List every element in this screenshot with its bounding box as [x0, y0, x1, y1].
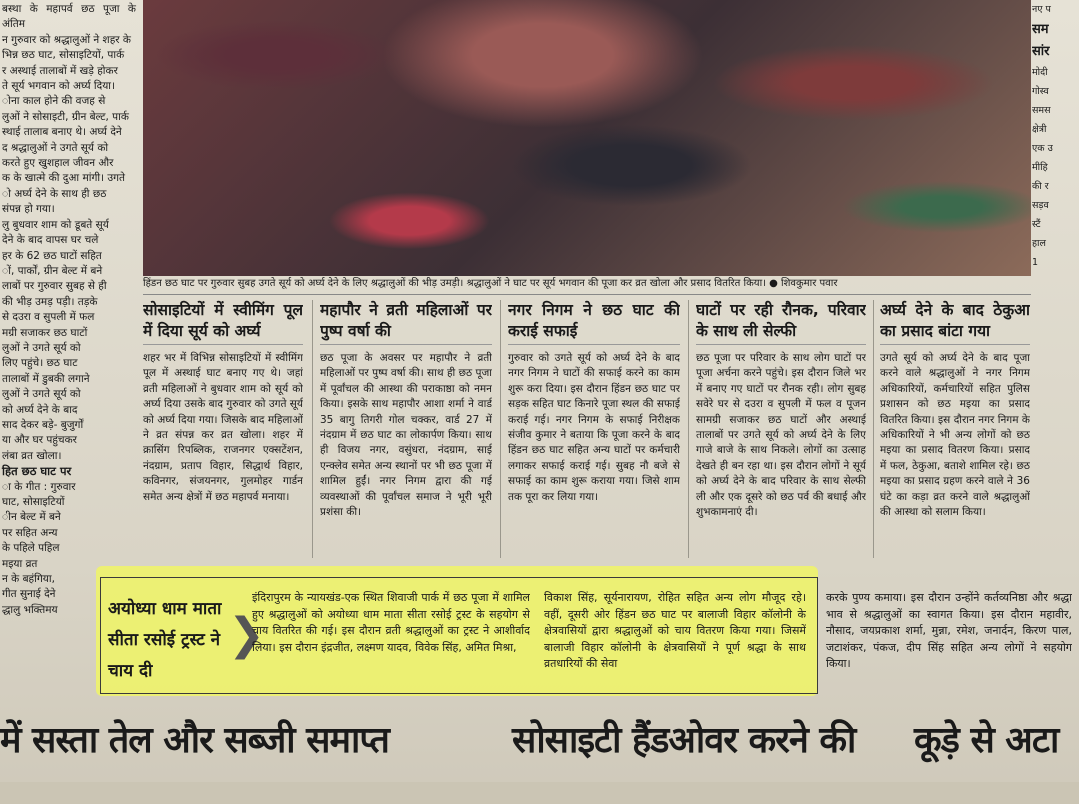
- news-photo: [143, 0, 1031, 276]
- headline-1: में सस्ता तेल और सब्जी समाप्त: [0, 720, 389, 761]
- text-line: लुओं ने उगते सूर्य को: [2, 341, 81, 354]
- text-line: स्थाई तालाब बनाए थे। अर्घ्य देने: [2, 126, 122, 139]
- text-line: ीन बेल्ट में बने: [2, 511, 61, 524]
- text-line: र अस्थाई तालाबों में खड़े होकर: [2, 64, 118, 77]
- text-line: लिए पहुंचे। छठ घाट: [2, 357, 78, 370]
- text-line: सम: [1032, 22, 1049, 37]
- text-line: हाल: [1032, 238, 1046, 249]
- text-line: की र: [1032, 181, 1049, 192]
- text-line: गीत सुनाई देने: [2, 588, 56, 601]
- text-line: भिन्न छठ घाट, सोसाइटियों, पार्क: [2, 49, 125, 62]
- text-line: 1: [1032, 257, 1039, 268]
- article-3-title: नगर निगम ने छठ घाट की कराई सफाई: [508, 300, 680, 345]
- text-line: से दउरा व सुपली में फल: [2, 311, 95, 324]
- text-line: हर के 62 छठ घाटों सहित: [2, 249, 102, 262]
- text-line: मोदी: [1032, 67, 1048, 78]
- boxed-story-col-3: करके पुण्य कमाया। इस दौरान उन्होंने कर्तव्यनिष्ठा और श्रद्धा भाव से श्रद्धालुओं का स्वागत किया। इस दौरान महावीर, नौसाद, जयप्रकाश शर्मा, मुन्ना, रमेश, जनार्दन, किरण पाल, जटाशंकर, पंकज, दीप सिंह सहित अन्य लोगों ने सहयोग किया।: [826, 591, 1072, 671]
- text-line: तालाबों में डुबकी लगाने: [2, 372, 90, 385]
- article-4-title: घाटों पर रही रौनक, परिवार के साथ ली सेल्फी: [696, 300, 866, 345]
- text-line: क के खात्मे की दुआ मांगी। उगते: [2, 172, 126, 185]
- text-line: ोना काल होने की वजह से: [2, 95, 106, 108]
- text-line: लुओं ने उगते सूर्य को: [2, 388, 81, 401]
- text-line: मीहि: [1032, 162, 1048, 173]
- article-5: [880, 300, 1030, 560]
- text-line: घाट, सोसाइटियों: [2, 496, 65, 508]
- article-4-body: छठ पूजा पर परिवार के साथ लोग घाटों पर पूजा अर्चना करने पहुंचे। इस दौरान जिले भर में बनाए गए घाटों पर रौनक रही। लोग सुबह सवेरे घर से दउरा व सुपली में फल व पूजन सामग्री सजाकर छठ घाटों और अस्थाई तालाबों पर उगते सूर्य को अर्घ्य देने के लिए गाजे बाजे के साथ निकले। लोगों का उत्साह देखते ही बन रहा था। इस दौरान लोगों ने सूर्य को अर्घ्य देने के बाद परिवार के साथ सेल्फी ली और एक दूसरे को छठ पर्व की बधाई और शुभकामनाएं दी।: [696, 352, 866, 519]
- text-line: ते सूर्य भगवान को अर्घ्य दिया।: [2, 80, 116, 93]
- column-divider: [500, 300, 501, 558]
- text-line: मग्री सजाकर छठ घाटों: [2, 326, 88, 339]
- text-line: देने के बाद वापस घर चले: [2, 234, 99, 247]
- boxed-story-title: अयोध्या धाम माता सीता रसोई ट्रस्ट ने चाय दी: [108, 599, 222, 681]
- text-line: न गुरुवार को श्रद्धालुओं ने शहर के: [2, 33, 131, 46]
- article-1: [143, 300, 303, 560]
- text-line: द्धालु भक्तिमय: [2, 603, 58, 616]
- text-line: ा के गीत : गुरुवार: [2, 480, 76, 493]
- text-line: गोस्व: [1032, 86, 1049, 97]
- article-2-title: महापौर ने व्रती महिलाओं पर पुष्प वर्षा की: [320, 300, 492, 345]
- text-line: के पहिले पहिल: [2, 542, 60, 555]
- text-line: करते हुए खुशहाल जीवन और: [2, 157, 114, 170]
- boxed-story-col-2: विकाश सिंह, सूर्यनारायण, रोहित सहित अन्य लोग मौजूद रहे। वहीं, दूसरी ओर हिंडन छठ घाट पर बालाजी विहार कॉलोनी के क्षेत्रवासियों द्वारा श्रद्धालुओं को चाय वितरण किया गया। जिसमें बालाजी विहार कॉलोनी के क्षेत्रवासियों ने पूर्ण श्रद्धा के साथ व्रतधारियों की सेवा: [544, 591, 806, 671]
- text-line: सांर: [1032, 44, 1050, 59]
- text-line: नए प: [1032, 4, 1051, 15]
- column-divider: [312, 300, 313, 558]
- text-line: को अर्घ्य देने के बाद: [2, 403, 78, 416]
- article-4: [696, 300, 866, 560]
- text-line: ो अर्घ्य देने के साथ ही छठ: [2, 187, 107, 200]
- article-5-title: अर्घ्य देने के बाद ठेकुआ का प्रसाद बांटा गया: [880, 300, 1030, 345]
- left-column-subheading: हित छठ घाट पर: [2, 464, 72, 479]
- headline-2: सोसाइटी हैंडओवर करने की: [512, 720, 856, 761]
- text-line: की भीड़ उमड़ पड़ी। तड़के: [2, 295, 98, 308]
- bottom-headlines: [0, 714, 1079, 784]
- text-line: एक उ: [1032, 143, 1053, 154]
- column-divider: [688, 300, 689, 558]
- text-line: बस्था के महापर्व छठ पूजा के अंतिम: [2, 3, 136, 31]
- text-line: सड़व: [1032, 200, 1049, 211]
- text-line: ों, पार्कों, ग्रीन बेल्ट में बने: [2, 264, 103, 277]
- text-line: साद देकर बड़े- बुजुर्गों: [2, 418, 84, 431]
- boxed-story-col-1: इंदिरापुरम के न्यायखंड-एक स्थित शिवाजी पार्क में छठ पूजा में शामिल हुए श्रद्धालुओं को अयोध्या धाम माता सीता रसोई ट्रस्ट के सहयोग से चाय वितरित की गई। इस दौरान व्रती श्रद्धालुओं का ट्रस्ट ने आशीर्वाद लिया। इस दौरान इंद्रजीत, लक्ष्मण यादव, विवेक सिंह, अमित मिश्रा,: [252, 591, 530, 654]
- text-line: पर सहित अन्य: [2, 526, 58, 539]
- column-divider: [873, 300, 874, 558]
- left-column-body: [2, 2, 136, 464]
- text-line: लुओं ने सोसाइटी, ग्रीन बेल्ट, पार्क: [2, 110, 129, 123]
- chevron-icon: ❯: [228, 609, 265, 660]
- text-line: लु बुधवार शाम को डूबते सूर्य: [2, 218, 109, 231]
- text-line: क्षेत्री: [1032, 124, 1047, 135]
- bottom-strip: [0, 782, 1079, 804]
- right-column: [1032, 0, 1079, 690]
- text-line: समस: [1032, 105, 1051, 116]
- headline-3: कूड़े से अटा: [914, 720, 1059, 761]
- article-5-body: उगते सूर्य को अर्घ्य देने के बाद पूजा करने वाले श्रद्धालुओं ने नगर निगम अधिकारियों, कर्मचारियों सहित पुलिस प्रशासन को छठ मइया का प्रसाद वितरित किया। इस दौरान नगर निगम के अधिकारियों ने भी अन्य लोगों को छठ मइया का प्रसाद वितरण किया। प्रसाद में फल, ठेकुआ, बताशे शामिल रहे। छठ मइया का प्रसाद ग्रहण करने वाले ने 36 घंटे का कड़ा व्रत करने वाले श्रद्धालुओं की आस्था को सलाम किया।: [880, 352, 1030, 519]
- article-3-body: गुरुवार को उगते सूर्य को अर्घ्य देने के बाद नगर निगम ने घाटों की सफाई करने का काम शुरू करा दिया। इस दौरान हिंडन छठ घाट पर सड़क सहित घाट किनारे पूजा स्थल की सफाई कराई गई। नगर निगम के सफाई निरीक्षक संजीव कुमार ने बताया कि पूजा करने के बाद हिंडन छठ घाट सहित अन्य घाटों पर कर्मचारी लगाकर सफाई कराई गई। सुबह नौ बजे से सफाई का काम शुरू कराया गया। जिसे शाम तक पूरा कर लिया गया।: [508, 352, 680, 503]
- photo-caption: हिंडन छठ घाट पर गुरुवार सुबह उगते सूर्य को अर्घ्य देने के लिए श्रद्धालुओं की भीड़ उमड़ी। श्रद्धालुओं ने घाट पर सूर्य भगवान की पूजा कर व्रत खोला और प्रसाद वितरित किया। ● शिवकुमार पवार: [143, 274, 1031, 295]
- article-1-title: सोसाइटियों में स्वीमिंग पूल में दिया सूर्य को अर्घ्य: [143, 300, 303, 345]
- text-line: द श्रद्धालुओं ने उगते सूर्य को: [2, 141, 109, 154]
- text-line: स्टैं: [1032, 219, 1041, 230]
- text-line: न के बहंगिया,: [2, 573, 55, 586]
- text-line: लाबों पर गुरुवार सुबह से ही: [2, 280, 107, 293]
- article-2-body: छठ पूजा के अवसर पर महापौर ने व्रती महिलाओं पर पुष्प वर्षा की। साथ ही छठ पूजा में पूर्वांचल की आस्था की पराकाष्ठा को नमन किया। इसके साथ महापौर आशा शर्मा ने वार्ड 35 बागु तिगरी गोल चक्कर, वार्ड 27 में नंदग्राम में छठ घाट का लोकार्पण किया। साथ ही विजय नगर, वसुंधरा, नंदग्राम, साई एन्क्लेव समेत अन्य स्थानों पर भी छठ पूजा में शामिल हुईं। नगर निगम द्वारा की गई व्यवस्थाओं की पूर्वांचल समाज ने भूरी भूरी प्रशंसा की।: [320, 352, 492, 519]
- text-line: मइया व्रत: [2, 557, 38, 570]
- article-2: [320, 300, 492, 560]
- text-line: लंबा व्रत खोला।: [2, 449, 62, 462]
- article-3: [508, 300, 680, 560]
- text-line: संपन्न हो गया।: [2, 203, 55, 216]
- article-1-body: शहर भर में विभिन्न सोसाइटियों में स्वीमिंग पूल में अस्थाई घाट बनाए गए थे। जहां व्रती महिलाओं ने बुधवार शाम को सूर्य को अर्घ्य दिया उसके बाद गुरुवार को उगते सूर्य को अर्घ्य दिया गया। जिसके बाद महिलाओं ने व्रत संपन्न कर व्रत खोला। शहर में क्रासिंग रिपब्लिक, राजनगर एक्सटेंशन, नंदग्राम, प्रताप विहार, सिद्धार्थ विहार, कविनगर, संजयनगर, गुलमोहर गार्डन समेत अन्य क्षेत्रों में छठ महापर्व मनाया।: [143, 352, 303, 503]
- text-line: या और घर पहुंचकर: [2, 434, 77, 447]
